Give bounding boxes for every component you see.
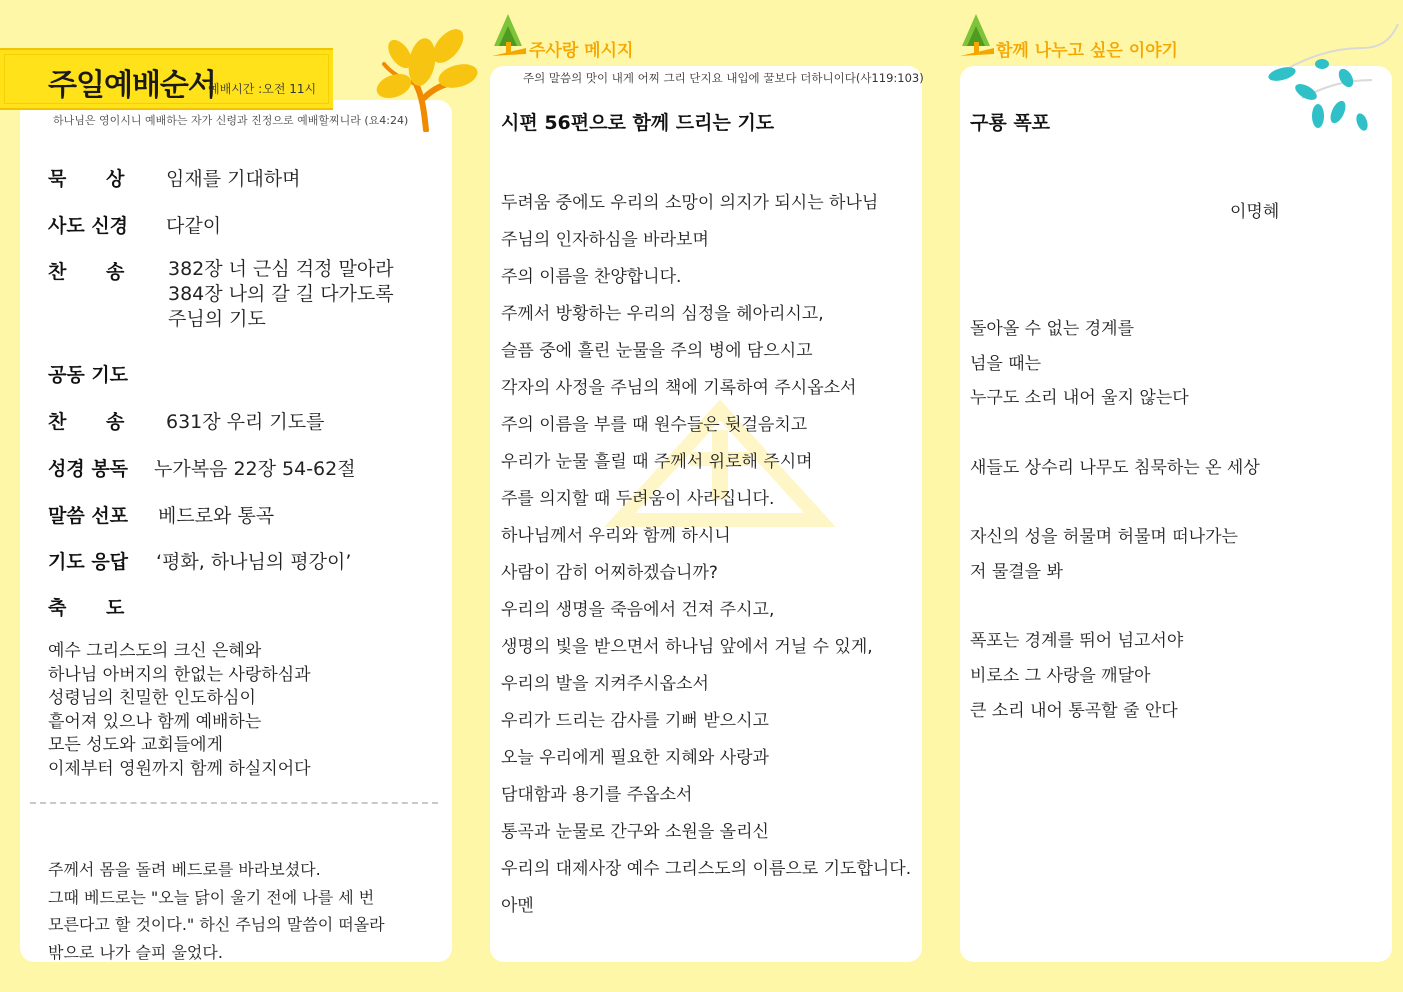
hymn-list (168, 257, 394, 332)
hymn-line: 382장 너 근심 걱정 말아라 (168, 258, 394, 280)
dashed-divider (30, 802, 438, 804)
note-line: 주께서 몸을 돌려 베드로를 바라보셨다. (48, 860, 321, 879)
prayer-line: 주의 이름을 찬양합니다. (501, 267, 682, 287)
order-label: 찬 송 (48, 411, 125, 433)
note-line: 그때 베드로는 "오늘 닭이 울기 전에 나를 세 번 (48, 887, 375, 907)
order-value: ‘평화, 하나님의 평강이’ (156, 551, 352, 573)
order-label: 사도 신경 (48, 215, 129, 237)
section-title-story: 함께 나누고 싶은 이야기 (996, 41, 1178, 61)
prayer-line: 주의 이름을 부를 때 원수들은 뒷걸음치고 (501, 415, 808, 435)
benediction-line: 흩어져 있으나 함께 예배하는 (48, 711, 262, 732)
poem-line: 폭포는 경계를 뛰어 넘고서야 (970, 631, 1184, 652)
prayer-line: 통곡과 눈물로 간구와 소원을 올리신 (501, 822, 769, 842)
poem-line: 저 물결을 봐 (970, 561, 1063, 582)
order-label: 공동 기도 (48, 364, 129, 386)
poem-author: 이명혜 (1230, 202, 1280, 222)
poem-line (970, 486, 1260, 521)
tree-section-icon (490, 12, 528, 56)
prayer-line: 우리가 눈물 흘릴 때 주께서 위로해 주시며 (501, 452, 813, 472)
poem-line: 넘을 때는 (970, 353, 1042, 374)
order-value: 누가복음 22장 54-62절 (154, 458, 356, 480)
scripture-quote: 하나님은 영이시니 예배하는 자가 신령과 진정으로 예배할찌니라 (요4:24) (53, 114, 409, 127)
order-label: 묵 상 (48, 168, 125, 190)
prayer-line: 주를 의지할 때 두려움이 사라집니다. (501, 489, 775, 509)
prayer-line: 우리의 생명을 죽음에서 건져 주시고, (501, 600, 775, 620)
benediction-line: 모든 성도와 교회들에게 (48, 735, 224, 755)
section-title-message: 주사랑 메시지 (529, 41, 634, 61)
poem-line: 자신의 성을 허물며 허물며 떠나가는 (970, 527, 1238, 548)
prayer-text (501, 185, 911, 925)
order-value: 베드로와 통곡 (158, 505, 275, 527)
note-line: 밖으로 나가 슬피 울었다. (48, 942, 223, 962)
benediction-text (48, 640, 311, 781)
page-title: 주일예배순서 (48, 68, 216, 103)
prayer-line: 각자의 사정을 주님의 책에 기록하여 주시옵소서 (501, 378, 857, 398)
poem-title: 구룡 폭포 (970, 112, 1051, 134)
message-quote: 주의 말씀의 맛이 내게 어찌 그리 단지요 내입에 꿀보다 더하니이다(사119:103) (523, 71, 924, 85)
prayer-line: 우리가 드리는 감사를 기뻐 받으시고 (501, 711, 769, 731)
prayer-line: 담대함과 용기를 주옵소서 (501, 785, 693, 805)
prayer-line: 두려움 중에도 우리의 소망이 의지가 되시는 하나님 (501, 193, 879, 213)
prayer-line: 주께서 방황하는 우리의 심정을 헤아리시고, (501, 304, 824, 324)
hymn-line: 384장 나의 갈 길 다가도록 (168, 283, 394, 305)
prayer-line: 우리의 발을 지켜주시옵소서 (501, 674, 709, 694)
order-value: 631장 우리 기도를 (166, 411, 325, 433)
sermon-note (48, 856, 385, 966)
poem-line: 큰 소리 내어 통곡할 줄 안다 (970, 700, 1178, 721)
order-label: 말씀 선포 (48, 505, 129, 527)
order-label: 찬 송 (48, 261, 125, 283)
poem-line: 돌아올 수 없는 경계를 (970, 319, 1135, 339)
poem-line: 누구도 소리 내어 울지 않는다 (970, 388, 1189, 409)
prayer-line: 사람이 감히 어찌하겠습니까? (501, 563, 718, 583)
poem-line: 비로소 그 사랑을 깨달아 (970, 665, 1151, 686)
benediction-line: 이제부터 영원까지 함께 하실지어다 (48, 758, 311, 779)
benediction-line: 성령님의 친밀한 인도하심이 (48, 688, 256, 708)
note-line: 모른다고 할 것이다." 하신 주님의 말씀이 떠올라 (48, 915, 385, 934)
tree-section-icon (958, 12, 996, 56)
order-value: 다같이 (166, 215, 222, 237)
prayer-line: 우리의 대제사장 예수 그리스도의 이름으로 기도합니다. (501, 859, 912, 879)
prayer-title: 시편 56편으로 함께 드리는 기도 (501, 112, 775, 134)
order-label: 성경 봉독 (48, 458, 129, 480)
poem-text (970, 312, 1260, 728)
prayer-line: 생명의 빛을 받으면서 하나님 앞에서 거닐 수 있게, (501, 637, 873, 657)
service-time: 예배시간 :오전 11시 (208, 82, 317, 96)
teal-leaves-icon (1262, 18, 1403, 136)
order-label: 축 도 (48, 597, 125, 619)
prayer-line: 하나님께서 우리와 함께 하시니 (501, 526, 731, 546)
prayer-line: 주님의 인자하심을 바라보며 (501, 230, 709, 250)
prayer-line: 오늘 우리에게 필요한 지혜와 사랑과 (501, 748, 769, 768)
poem-line (970, 590, 1260, 625)
prayer-line: 아멘 (501, 896, 534, 916)
order-label: 기도 응답 (48, 551, 129, 573)
poem-line: 새들도 상수리 나무도 침묵하는 온 세상 (970, 457, 1260, 478)
benediction-line: 예수 그리스도의 크신 은혜와 (48, 641, 262, 661)
order-value: 임재를 기대하며 (166, 168, 301, 190)
benediction-line: 하나님 아버지의 한없는 사랑하심과 (48, 664, 311, 685)
hymn-line: 주님의 기도 (168, 308, 266, 330)
prayer-line: 슬픔 중에 흘린 눈물을 주의 병에 담으시고 (501, 341, 813, 361)
poem-line (970, 416, 1260, 451)
